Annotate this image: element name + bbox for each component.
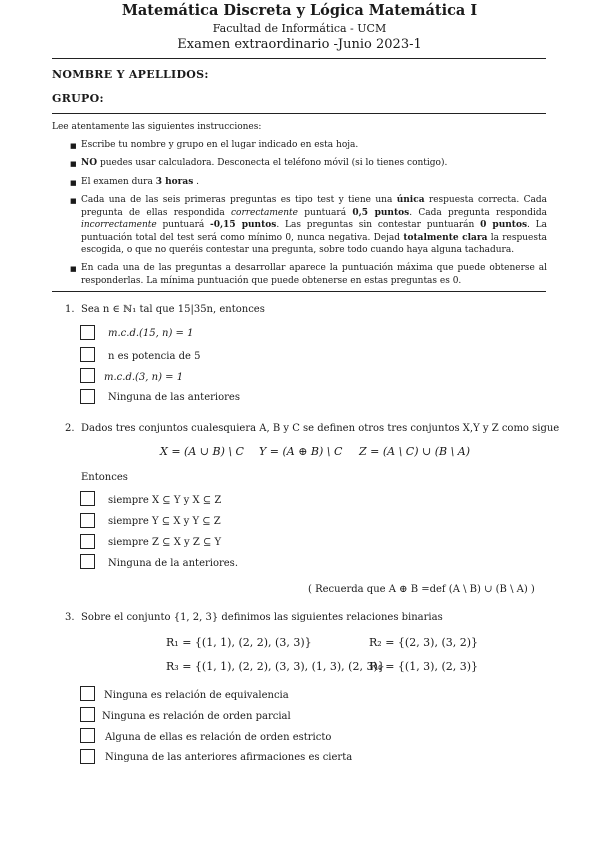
answer-option: Ninguna de la anteriores.: [108, 558, 238, 569]
answer-checkbox[interactable]: [80, 707, 95, 722]
instruction-italic: correctamente: [230, 207, 298, 218]
answer-checkbox[interactable]: [80, 368, 95, 383]
instruction-item: [81, 194, 547, 257]
answer-option: Alguna de ellas es relación de orden estricto: [105, 732, 332, 743]
relation-r1: R₁ = {(1, 1), (2, 2), (3, 3)}: [166, 636, 312, 649]
relation-r4: R₄ = {(1, 3), (2, 3)}: [369, 660, 479, 673]
group-field-label: GRUPO:: [52, 92, 104, 105]
instruction-text: puntuará: [298, 207, 353, 218]
answer-checkbox[interactable]: [80, 534, 95, 549]
formula-y: Y = (A ⊕ B) \ C: [259, 445, 343, 458]
answer-option: siempre X ⊆ Y y X ⊆ Z: [108, 495, 222, 506]
bullet-icon: ■: [70, 142, 77, 150]
bullet-icon: ■: [70, 160, 77, 168]
question-stem: Sea n ∈ ℕ₁ tal que 15|35n, entonces: [81, 304, 265, 315]
instruction-item: En cada una de las preguntas a desarrollar aparece la puntuación máxima que puede obtenerse al responderlas. La mínima puntuación que puede obtenerse en estas preguntas es 0.: [81, 263, 547, 286]
answer-option: Ninguna es relación de equivalencia: [104, 690, 289, 701]
name-field-label: NOMBRE Y APELLIDOS:: [52, 68, 209, 81]
answer-option: siempre Z ⊆ X y Z ⊆ Y: [108, 537, 222, 548]
bullet-icon: ■: [70, 179, 77, 187]
instruction-text: . Cada pregunta respondida: [409, 207, 547, 218]
instruction-text: . Las preguntas sin contestar puntuarán: [276, 220, 481, 230]
question-number: 3.: [65, 612, 75, 623]
instruction-emphasis: 3 horas: [155, 177, 194, 187]
instruction-emphasis: NO: [81, 158, 98, 168]
instruction-text: . La puntuación total del test será como mínimo 0, nunca negativa. Dejad: [81, 220, 548, 243]
instructions-intro: Lee atentamente las siguientes instrucciones:: [52, 122, 262, 132]
question-stem: Dados tres conjuntos cualesquiera A, B y C se definen otros tres conjuntos X,Y y Z como sigue: [81, 423, 560, 434]
formula-z: Z = (A \ C) ∪ (B \ A): [359, 445, 471, 458]
instruction-text: la respuesta escogida, o que no queréis contestar una pregunta, sobre todo cuando haya alguna tachadura.: [81, 232, 547, 255]
answer-checkbox[interactable]: [80, 686, 95, 701]
answer-option: m.c.d.(15, n) = 1: [108, 328, 194, 339]
question-number: 1.: [65, 304, 75, 315]
header-rule: [52, 58, 546, 59]
instruction-emphasis: 0,5 puntos: [352, 207, 410, 218]
instructions-rule: [52, 291, 546, 292]
bullet-icon: ■: [70, 265, 77, 273]
answer-option: Ninguna de las anteriores afirmaciones es cierta: [105, 752, 353, 763]
answer-option: Ninguna es relación de orden parcial: [102, 711, 291, 722]
question-stem: Sobre el conjunto {1, 2, 3} definimos las siguientes relaciones binarias: [81, 612, 443, 623]
exam-line: Examen extraordinario -Junio 2023-1: [177, 37, 422, 52]
instruction-emphasis: -0,15 puntos: [210, 220, 277, 230]
instruction-text: Cada una de las seis primeras preguntas es tipo test y tiene una: [81, 195, 397, 205]
answer-checkbox[interactable]: [80, 325, 95, 340]
question-number: 2.: [65, 423, 75, 434]
course-title: Matemática Discreta y Lógica Matemática I: [121, 2, 478, 19]
instruction-text: puedes usar calculadora. Desconecta el teléfono móvil (si lo tienes contigo).: [97, 158, 448, 168]
answer-checkbox[interactable]: [80, 389, 95, 404]
instruction-text: respuesta correcta. Cada pregunta de ellas respondida: [81, 195, 548, 218]
instruction-emphasis: totalmente clara: [403, 232, 488, 243]
relation-r3: R₃ = {(1, 1), (2, 2), (3, 3), (1, 3), (2, 3)}: [166, 660, 385, 673]
answer-option: Ninguna de las anteriores: [108, 392, 240, 403]
answer-checkbox[interactable]: [80, 728, 95, 743]
instruction-text: puntuará: [156, 220, 211, 230]
faculty-line: Facultad de Informática - UCM: [212, 22, 387, 35]
instruction-emphasis: 0 puntos: [480, 220, 528, 230]
formula-x: X = (A ∪ B) \ C: [160, 445, 244, 458]
answer-checkbox[interactable]: [80, 513, 95, 528]
relation-r2: R₂ = {(2, 3), (3, 2)}: [369, 636, 479, 649]
instruction-italic: incorrectamente: [81, 220, 157, 230]
answer-option: n es potencia de 5: [108, 351, 201, 362]
answer-option: siempre Y ⊆ X y Y ⊆ Z: [108, 516, 221, 527]
instruction-text: El examen dura: [81, 177, 156, 187]
instruction-item: Escribe tu nombre y grupo en el lugar indicado en esta hoja.: [81, 140, 359, 150]
fields-rule: [52, 113, 546, 114]
instruction-item: [81, 157, 547, 170]
bullet-icon: ■: [70, 197, 77, 205]
answer-option: m.c.d.(3, n) = 1: [104, 372, 184, 383]
answer-checkbox[interactable]: [80, 554, 95, 569]
question-lead-in: Entonces: [81, 472, 128, 483]
definition-note: ( Recuerda que A ⊕ B =def (A \ B) ∪ (B \ A) ): [308, 584, 535, 595]
answer-checkbox[interactable]: [80, 491, 95, 506]
instruction-item: [81, 176, 547, 189]
instruction-text: .: [193, 177, 200, 187]
answer-checkbox[interactable]: [80, 347, 95, 362]
answer-checkbox[interactable]: [80, 749, 95, 764]
instruction-emphasis: única: [396, 195, 425, 205]
